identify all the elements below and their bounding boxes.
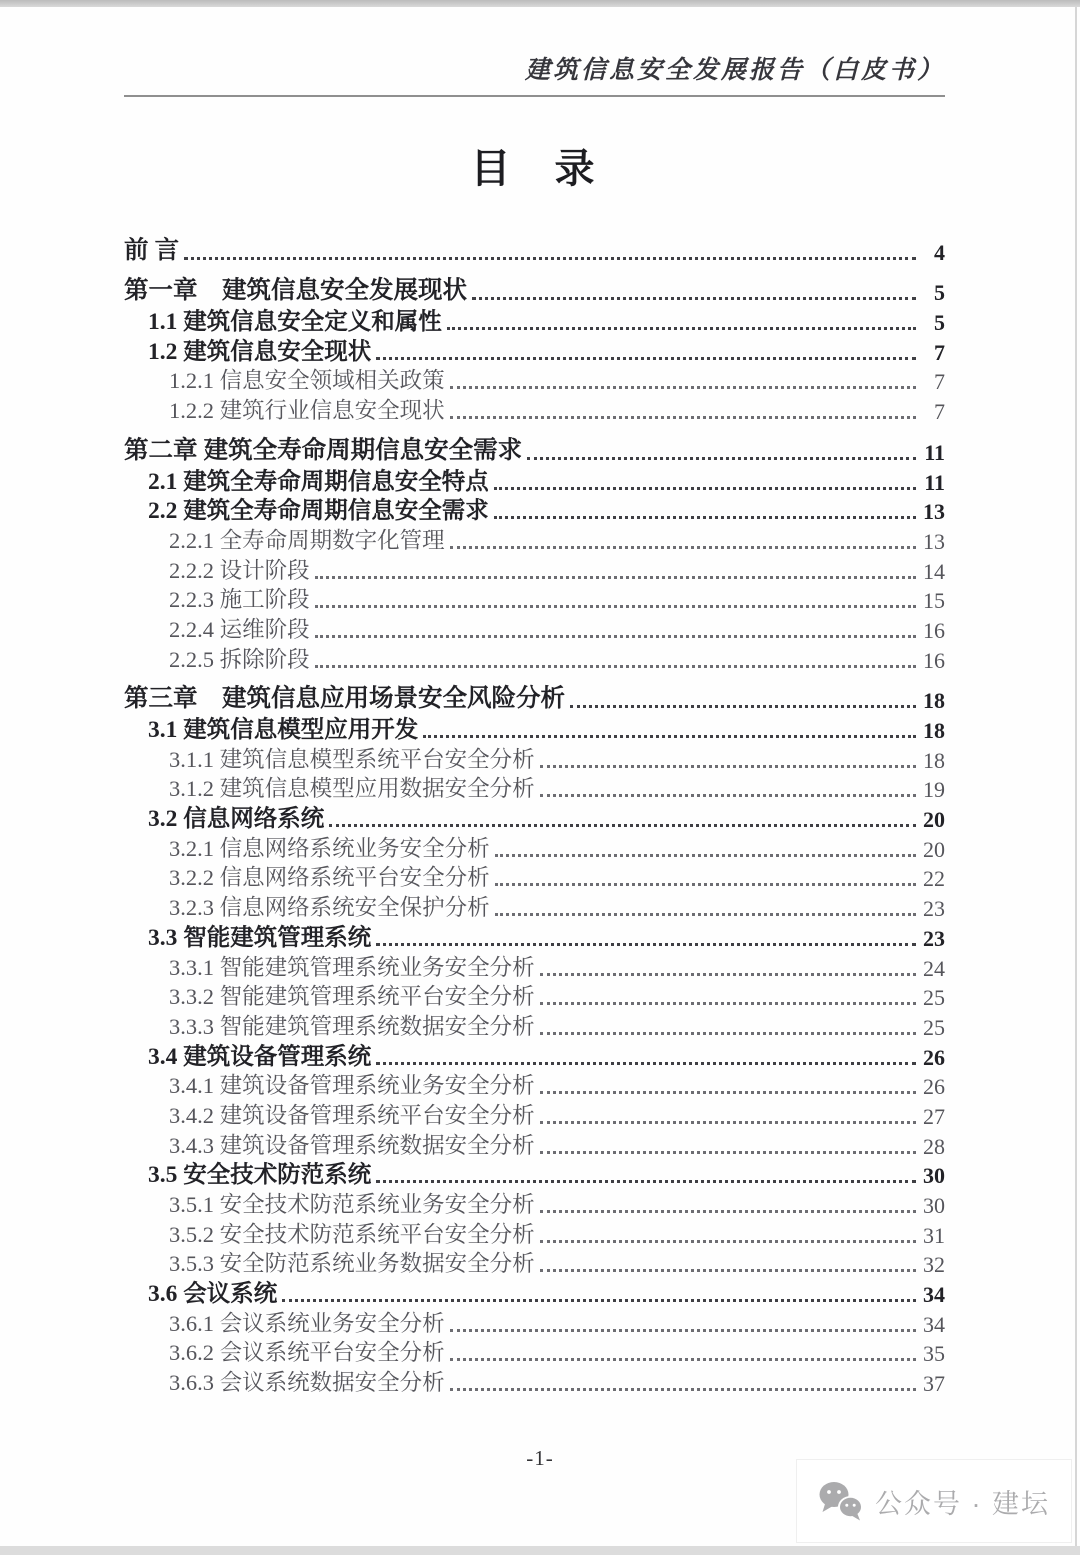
toc-dot-leader <box>540 765 916 768</box>
toc-dot-leader <box>540 794 916 797</box>
toc-entry-title: 3.6.1 会议系统业务安全分析 <box>169 1310 445 1336</box>
toc-dot-leader <box>450 1329 916 1332</box>
toc-entry-title: 2.2 建筑全寿命周期信息安全需求 <box>148 498 489 525</box>
toc-list <box>124 236 945 1397</box>
toc-dot-leader <box>540 1151 916 1154</box>
toc-entry[interactable] <box>169 644 945 674</box>
toc-entry-page: 5 <box>934 280 945 306</box>
toc-dot-leader <box>315 605 916 608</box>
scan-edge-bottom <box>0 1546 1080 1555</box>
toc-entry-title: 2.2.1 全寿命周期数字化管理 <box>169 527 445 553</box>
toc-entry[interactable] <box>148 803 945 833</box>
toc-entry[interactable] <box>169 525 945 555</box>
toc-entry-page: 25 <box>923 985 945 1011</box>
toc-entry-page: 5 <box>934 310 945 336</box>
toc-entry-title: 3.2.3 信息网络系统安全保护分析 <box>169 895 490 921</box>
toc-entry-page: 37 <box>923 1371 945 1397</box>
toc-entry-title: 3.3.1 智能建筑管理系统业务安全分析 <box>169 954 535 980</box>
toc-entry-title: 3.4.2 建筑设备管理系统平台安全分析 <box>169 1102 535 1128</box>
footer-page-number: -1- <box>526 1446 554 1470</box>
toc-entry-page: 16 <box>923 617 945 643</box>
toc-entry[interactable] <box>148 714 945 744</box>
toc-dot-leader <box>495 854 916 857</box>
toc-entry-title: 3.4 建筑设备管理系统 <box>148 1043 372 1070</box>
toc-entry-page: 34 <box>923 1282 945 1308</box>
toc-entry-title: 3.2 信息网络系统 <box>148 806 325 833</box>
toc-entry-title: 1.1 建筑信息安全定义和属性 <box>148 309 442 336</box>
toc-entry-page: 7 <box>934 399 945 425</box>
toc-entry-title: 3.6.3 会议系统数据安全分析 <box>169 1370 445 1396</box>
toc-entry-title: 1.2 建筑信息安全现状 <box>148 338 372 365</box>
watermark-badge <box>796 1459 1072 1543</box>
toc-entry[interactable] <box>169 1308 945 1338</box>
toc-dot-leader <box>282 1299 916 1302</box>
toc-entry-page: 4 <box>934 239 945 265</box>
toc-entry[interactable] <box>148 1160 945 1190</box>
toc-entry-title: 前 言 <box>124 236 180 264</box>
toc-entry-title: 3.1.1 建筑信息模型系统平台安全分析 <box>169 746 535 772</box>
toc-dot-leader <box>570 705 916 708</box>
toc-entry-title: 3.5 安全技术防范系统 <box>148 1162 372 1189</box>
toc-entry-page: 19 <box>923 777 945 803</box>
header-rule <box>124 95 945 97</box>
toc-entry-page: 32 <box>923 1252 945 1278</box>
toc-dot-leader <box>494 487 916 490</box>
toc-dot-leader <box>495 913 916 916</box>
toc-entry-title: 2.2.3 施工阶段 <box>169 587 310 613</box>
toc-dot-leader <box>540 1240 916 1243</box>
toc-entry-title: 3.5.3 安全防范系统业务数据安全分析 <box>169 1251 535 1277</box>
toc-entry-title: 2.1 建筑全寿命周期信息安全特点 <box>148 468 489 495</box>
toc-dot-leader <box>376 357 916 360</box>
toc-entry-page: 15 <box>923 588 945 614</box>
toc-entry-page: 20 <box>923 836 945 862</box>
toc-entry-title: 3.6 会议系统 <box>148 1281 278 1308</box>
toc-entry-title: 2.2.5 拆除阶段 <box>169 646 310 672</box>
toc-entry[interactable] <box>169 366 945 396</box>
toc-entry-title: 3.1 建筑信息模型应用开发 <box>148 717 419 743</box>
toc-dot-leader <box>376 1180 916 1183</box>
toc-dot-leader <box>450 1388 916 1391</box>
toc-dot-leader <box>450 416 916 419</box>
toc-entry-title: 1.2.1 信息安全领域相关政策 <box>169 368 445 394</box>
toc-entry[interactable] <box>148 922 945 952</box>
toc-entry-page: 18 <box>923 688 945 714</box>
toc-dot-leader <box>184 257 916 260</box>
toc-dot-leader <box>450 1358 916 1361</box>
toc-entry[interactable] <box>169 1100 945 1130</box>
page-title: 目 录 <box>470 146 599 191</box>
toc-entry-page: 14 <box>923 558 945 584</box>
toc-entry-page: 11 <box>924 469 945 495</box>
toc-dot-leader <box>329 824 916 827</box>
toc-entry-page: 11 <box>924 439 945 465</box>
toc-dot-leader <box>450 546 916 549</box>
toc-entry-page: 35 <box>923 1341 945 1367</box>
toc-entry-page: 22 <box>923 866 945 892</box>
watermark-text: 公众号 · 建坛 <box>875 1488 1050 1519</box>
toc-dot-leader <box>472 297 916 300</box>
toc-entry-page: 18 <box>923 747 945 773</box>
toc-entry-page: 23 <box>923 925 945 951</box>
toc-entry-title: 1.2.2 建筑行业信息安全现状 <box>169 398 445 424</box>
toc-entry[interactable] <box>169 1249 945 1279</box>
toc-entry-page: 7 <box>934 369 945 395</box>
toc-dot-leader <box>494 516 916 519</box>
toc-entry[interactable] <box>169 982 945 1012</box>
wechat-icon <box>818 1481 864 1521</box>
toc-entry-page: 18 <box>923 718 945 743</box>
toc-entry-page: 13 <box>923 499 945 525</box>
toc-entry-page: 20 <box>923 807 945 833</box>
toc-dot-leader <box>376 1062 916 1065</box>
toc-dot-leader <box>315 576 916 579</box>
toc-entry-title: 3.3.2 智能建筑管理系统平台安全分析 <box>169 984 535 1010</box>
toc-entry-title: 第二章 建筑全寿命周期信息安全需求 <box>124 436 523 464</box>
toc-entry-page: 16 <box>923 647 945 673</box>
toc-entry-page: 7 <box>934 339 945 365</box>
toc-entry-page: 26 <box>923 1074 945 1100</box>
toc-entry[interactable] <box>169 614 945 644</box>
toc-entry-title: 2.2.2 设计阶段 <box>169 557 310 583</box>
toc-entry[interactable] <box>169 585 945 615</box>
toc-entry-title: 3.3.3 智能建筑管理系统数据安全分析 <box>169 1013 535 1039</box>
toc-dot-leader <box>527 457 916 460</box>
toc-dot-leader <box>495 883 916 886</box>
toc-entry-title: 2.2.4 运维阶段 <box>169 616 310 642</box>
toc-entry-title: 3.3 智能建筑管理系统 <box>148 924 372 951</box>
toc-dot-leader <box>315 665 916 668</box>
toc-entry-title: 3.4.1 建筑设备管理系统业务安全分析 <box>169 1073 535 1099</box>
toc-entry-title: 第一章 建筑信息安全发展现状 <box>124 277 467 305</box>
toc-entry[interactable] <box>148 1278 945 1308</box>
toc-entry-title: 3.6.2 会议系统平台安全分析 <box>169 1340 445 1366</box>
toc-entry-title: 3.4.3 建筑设备管理系统数据安全分析 <box>169 1132 535 1158</box>
toc-entry-page: 27 <box>923 1103 945 1129</box>
toc-dot-leader <box>540 1002 916 1005</box>
toc-entry[interactable] <box>169 952 945 982</box>
toc-entry-title: 3.5.1 安全技术防范系统业务安全分析 <box>169 1192 535 1217</box>
toc-entry[interactable] <box>169 1219 945 1249</box>
toc-entry-title: 3.2.2 信息网络系统平台安全分析 <box>169 865 490 891</box>
toc-entry-title: 3.5.2 安全技术防范系统平台安全分析 <box>169 1221 535 1247</box>
toc-entry-page: 25 <box>923 1014 945 1040</box>
toc-entry-title: 第三章 建筑信息应用场景安全风险分析 <box>124 685 565 713</box>
toc-entry-title: 3.2.1 信息网络系统业务安全分析 <box>169 835 490 861</box>
toc-entry[interactable] <box>169 395 945 425</box>
toc-dot-leader <box>315 635 916 638</box>
toc-entry-page: 13 <box>923 528 945 554</box>
toc-dot-leader <box>540 1269 916 1272</box>
toc-entry[interactable] <box>148 1041 945 1071</box>
toc-dot-leader <box>540 1091 916 1094</box>
toc-entry-page: 34 <box>923 1311 945 1337</box>
toc-dot-leader <box>450 386 916 389</box>
toc-dot-leader <box>447 327 916 330</box>
toc-dot-leader <box>423 735 916 738</box>
toc-entry-page: 30 <box>923 1193 945 1218</box>
toc-entry[interactable] <box>169 833 945 863</box>
toc-dot-leader <box>540 973 916 976</box>
toc-entry-page: 30 <box>923 1163 945 1189</box>
toc-dot-leader <box>376 943 916 946</box>
toc-entry[interactable] <box>169 1367 945 1397</box>
toc-entry[interactable] <box>169 1071 945 1101</box>
toc-entry-page: 31 <box>923 1222 945 1248</box>
toc-dot-leader <box>540 1032 916 1035</box>
toc-entry-page: 23 <box>923 896 945 922</box>
running-header: 建筑信息安全发展报告（白皮书） <box>524 57 945 84</box>
toc-entry-page: 28 <box>923 1133 945 1159</box>
toc-entry[interactable] <box>124 236 945 266</box>
toc-entry[interactable] <box>148 336 945 366</box>
toc-entry[interactable] <box>169 555 945 585</box>
toc-entry-page: 24 <box>923 955 945 981</box>
toc-dot-leader <box>540 1210 916 1213</box>
toc-entry[interactable] <box>169 1189 945 1219</box>
toc-entry[interactable] <box>169 744 945 774</box>
toc-entry[interactable] <box>169 863 945 893</box>
toc-dot-leader <box>540 1121 916 1124</box>
toc-entry[interactable] <box>169 1338 945 1368</box>
toc-entry-title: 3.1.2 建筑信息模型应用数据安全分析 <box>169 776 535 802</box>
toc-entry[interactable] <box>148 496 945 526</box>
toc-entry-page: 26 <box>923 1044 945 1070</box>
